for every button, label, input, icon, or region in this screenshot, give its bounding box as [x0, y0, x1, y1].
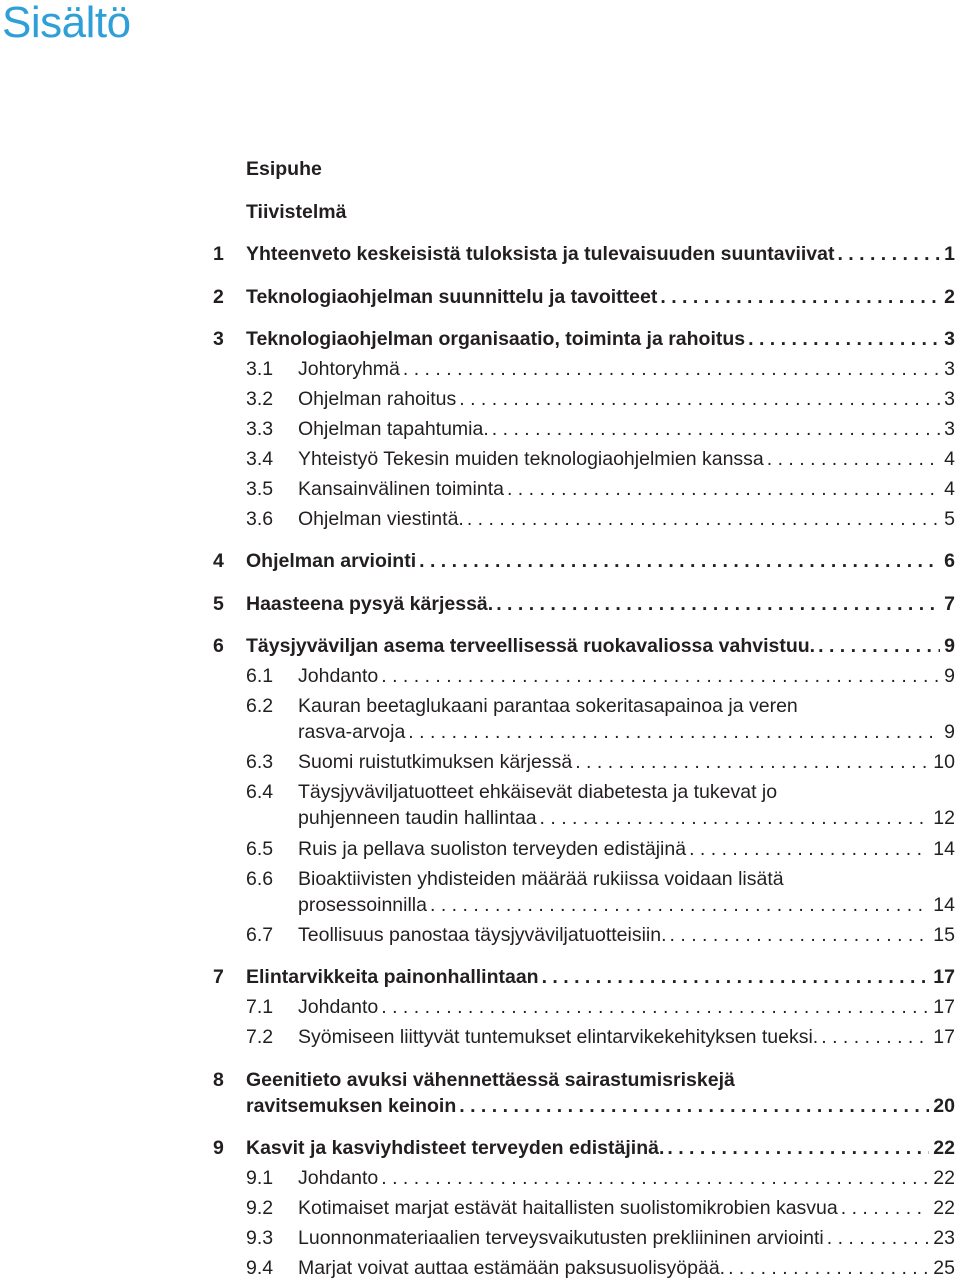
dot-leader	[467, 506, 940, 532]
toc-title: Täysjyväviljan asema terveellisessä ruokavaliossa vahvistuu.	[246, 635, 816, 657]
toc-title: Luonnonmateriaalien terveysvaikutusten prekliininen arviointi	[298, 1227, 824, 1249]
toc-number: 6.3	[246, 751, 274, 773]
toc-title: Suomi ruistutkimuksen kärjessä	[298, 751, 573, 773]
toc-subentry[interactable]	[213, 1024, 955, 1050]
toc-title: Yhteistyö Tekesin muiden teknologiaohjelmien kanssa	[298, 448, 764, 470]
toc-title: Ohjelman viestintä.	[298, 508, 464, 530]
toc-number: 6.7	[246, 924, 274, 946]
toc-page-number: 22	[933, 1197, 955, 1219]
toc-entry[interactable]	[213, 964, 955, 990]
toc-title: rasva-arvoja	[298, 721, 406, 743]
toc-number: 6	[213, 635, 224, 657]
toc-page-number: 7	[944, 593, 955, 615]
toc-title: Kauran beetaglukaani parantaa sokeritasapainoa ja veren	[298, 695, 798, 717]
toc-subentry[interactable]	[213, 506, 955, 532]
dot-leader	[841, 1195, 930, 1221]
toc-title: Tiivistelmä	[246, 201, 347, 223]
toc-page-number: 3	[944, 388, 955, 410]
dot-leader	[837, 241, 940, 267]
toc-subentry[interactable]	[213, 1165, 955, 1191]
toc-number: 7.2	[246, 1026, 274, 1048]
dot-leader	[748, 326, 940, 352]
toc-page-number: 9	[944, 635, 955, 657]
toc-entry[interactable]	[213, 1067, 955, 1119]
toc-number: 7.1	[246, 996, 274, 1018]
toc-number: 3	[213, 328, 224, 350]
toc-title: Esipuhe	[246, 158, 322, 180]
toc-page-number: 22	[933, 1167, 955, 1189]
toc-number: 9	[213, 1137, 224, 1159]
toc-subentry[interactable]	[213, 779, 955, 831]
toc-number: 3.5	[246, 478, 274, 500]
toc-title: Johdanto	[298, 1167, 379, 1189]
toc-entry[interactable]	[213, 326, 955, 352]
dot-leader	[542, 964, 930, 990]
toc-page-number: 4	[944, 478, 955, 500]
toc-number: 3.3	[246, 418, 274, 440]
dot-leader	[667, 1135, 929, 1161]
toc-number: 9.2	[246, 1197, 274, 1219]
toc-title: Marjat voivat auttaa estämään paksusuolisyöpää.	[298, 1257, 726, 1279]
toc-title: Ohjelman rahoitus	[298, 388, 457, 410]
toc-number: 6.5	[246, 838, 274, 860]
toc-title: Elintarvikkeita painonhallintaan	[246, 966, 539, 988]
toc-subentry[interactable]	[213, 994, 955, 1020]
toc-title: Teknologiaohjelman suunnittelu ja tavoitteet	[246, 286, 658, 308]
toc-number: 6.4	[246, 781, 274, 803]
toc-number: 9.3	[246, 1227, 274, 1249]
toc-entry[interactable]	[213, 284, 955, 310]
toc-number: 8	[213, 1069, 224, 1091]
dot-leader	[728, 1255, 929, 1281]
toc-title: Teknologiaohjelman organisaatio, toiminta ja rahoitus	[246, 328, 746, 350]
dot-leader	[381, 994, 929, 1020]
toc-page-number: 12	[933, 807, 955, 829]
dot-leader	[381, 1165, 929, 1191]
toc-subentry[interactable]	[213, 476, 955, 502]
toc-page-number: 2	[944, 286, 955, 308]
toc-subentry[interactable]	[213, 356, 955, 382]
toc-page-number: 9	[944, 665, 955, 687]
toc-page-number: 10	[933, 751, 955, 773]
toc-page-number: 3	[944, 358, 955, 380]
toc-subentry[interactable]	[213, 693, 955, 745]
toc-number: 3.2	[246, 388, 274, 410]
dot-leader	[821, 1024, 929, 1050]
toc-title: Johdanto	[298, 665, 379, 687]
toc-number: 1	[213, 243, 224, 265]
dot-leader	[381, 663, 940, 689]
dot-leader	[818, 633, 940, 659]
toc-page-number: 17	[933, 1026, 955, 1048]
dot-leader	[540, 805, 930, 831]
toc-entry[interactable]	[213, 1135, 955, 1161]
toc-page-number: 22	[933, 1137, 955, 1159]
toc-page-number: 17	[933, 996, 955, 1018]
toc-title: Johtoryhmä	[298, 358, 400, 380]
toc-number: 3.6	[246, 508, 274, 530]
toc-subentry[interactable]	[213, 416, 955, 442]
dot-leader	[689, 836, 929, 862]
toc-title: Teollisuus panostaa täysjyväviljatuotteisiin.	[298, 924, 667, 946]
toc-title: Geenitieto avuksi vähennettäessä sairastumisriskejä	[246, 1069, 735, 1091]
toc-page-number: 3	[944, 418, 955, 440]
dot-leader	[459, 1093, 929, 1119]
toc-number: 6.1	[246, 665, 274, 687]
toc-number: 6.6	[246, 868, 274, 890]
toc-entry[interactable]	[213, 241, 955, 267]
dot-leader	[575, 749, 929, 775]
toc-subentry[interactable]	[213, 922, 955, 948]
dot-leader	[507, 476, 940, 502]
toc-title: Ohjelman tapahtumia.	[298, 418, 489, 440]
toc-number: 5	[213, 593, 224, 615]
toc-title: Kotimaiset marjat estävät haitallisten suolistomikrobien kasvua	[298, 1197, 838, 1219]
toc-entry[interactable]	[213, 591, 955, 617]
toc-entry[interactable]	[213, 633, 955, 659]
dot-leader	[660, 284, 940, 310]
toc-subentry[interactable]	[213, 836, 955, 862]
toc-title: Ohjelman arviointi	[246, 550, 417, 572]
toc-number: 9.4	[246, 1257, 274, 1279]
toc-subentry[interactable]	[213, 1195, 955, 1221]
toc-title: Kasvit ja kasviyhdisteet terveyden edistäjinä.	[246, 1137, 665, 1159]
toc-page-number: 9	[944, 721, 955, 743]
toc-subentry[interactable]	[213, 1225, 955, 1251]
toc-subentry[interactable]	[213, 866, 955, 918]
toc-number: 4	[213, 550, 224, 572]
dot-leader	[827, 1225, 930, 1251]
toc-number: 9.1	[246, 1167, 274, 1189]
toc-page-number: 20	[933, 1095, 955, 1117]
toc-page-number: 1	[944, 243, 955, 265]
toc-page-number: 14	[933, 838, 955, 860]
toc-entry[interactable]	[213, 548, 955, 574]
toc-title: Ruis ja pellava suoliston terveyden edistäjinä	[298, 838, 687, 860]
toc-number: 3.4	[246, 448, 274, 470]
toc-page-number: 25	[933, 1257, 955, 1279]
toc-entry[interactable]	[213, 156, 955, 182]
dot-leader	[459, 386, 940, 412]
toc-page-number: 17	[933, 966, 955, 988]
toc-title: puhjenneen taudin hallintaa	[298, 807, 537, 829]
dot-leader	[419, 548, 940, 574]
toc-page-number: 3	[944, 328, 955, 350]
toc-title: Johdanto	[298, 996, 379, 1018]
toc-page-number: 4	[944, 448, 955, 470]
toc-subentry[interactable]	[213, 446, 955, 472]
toc-title: ravitsemuksen keinoin	[246, 1095, 457, 1117]
toc-title: Bioaktiivisten yhdisteiden määrää rukiissa voidaan lisätä	[298, 868, 784, 890]
toc-page-number: 14	[933, 894, 955, 916]
toc-page-number: 15	[933, 924, 955, 946]
toc-title: Täysjyväviljatuotteet ehkäisevät diabetesta ja tukevat jo	[298, 781, 778, 803]
dot-leader	[408, 719, 940, 745]
toc-subentry[interactable]	[213, 663, 955, 689]
dot-leader	[430, 892, 929, 918]
dot-leader	[670, 922, 930, 948]
toc-title: Syömiseen liittyvät tuntemukset elintarvikekehityksen tueksi.	[298, 1026, 819, 1048]
toc-subentry[interactable]	[213, 1255, 955, 1281]
toc-number: 2	[213, 286, 224, 308]
toc-subentry[interactable]	[213, 386, 955, 412]
toc-number: 3.1	[246, 358, 274, 380]
toc-title: Haasteena pysyä kärjessä.	[246, 593, 494, 615]
toc-page-number: 6	[944, 550, 955, 572]
toc-page-number: 23	[933, 1227, 955, 1249]
toc-title: Kansainvälinen toiminta	[298, 478, 504, 500]
dot-leader	[767, 446, 940, 472]
dot-leader	[492, 416, 940, 442]
toc-title: Yhteenveto keskeisistä tuloksista ja tulevaisuuden suuntaviivat	[246, 243, 835, 265]
dot-leader	[403, 356, 940, 382]
toc-page-number: 5	[944, 508, 955, 530]
toc-number: 6.2	[246, 695, 274, 717]
dot-leader	[496, 591, 940, 617]
toc-subentry[interactable]	[213, 749, 955, 775]
toc-entry[interactable]	[213, 199, 955, 225]
toc-title: prosessoinnilla	[298, 894, 427, 916]
page-title: Sisältö	[2, 0, 131, 47]
toc-number: 7	[213, 966, 224, 988]
